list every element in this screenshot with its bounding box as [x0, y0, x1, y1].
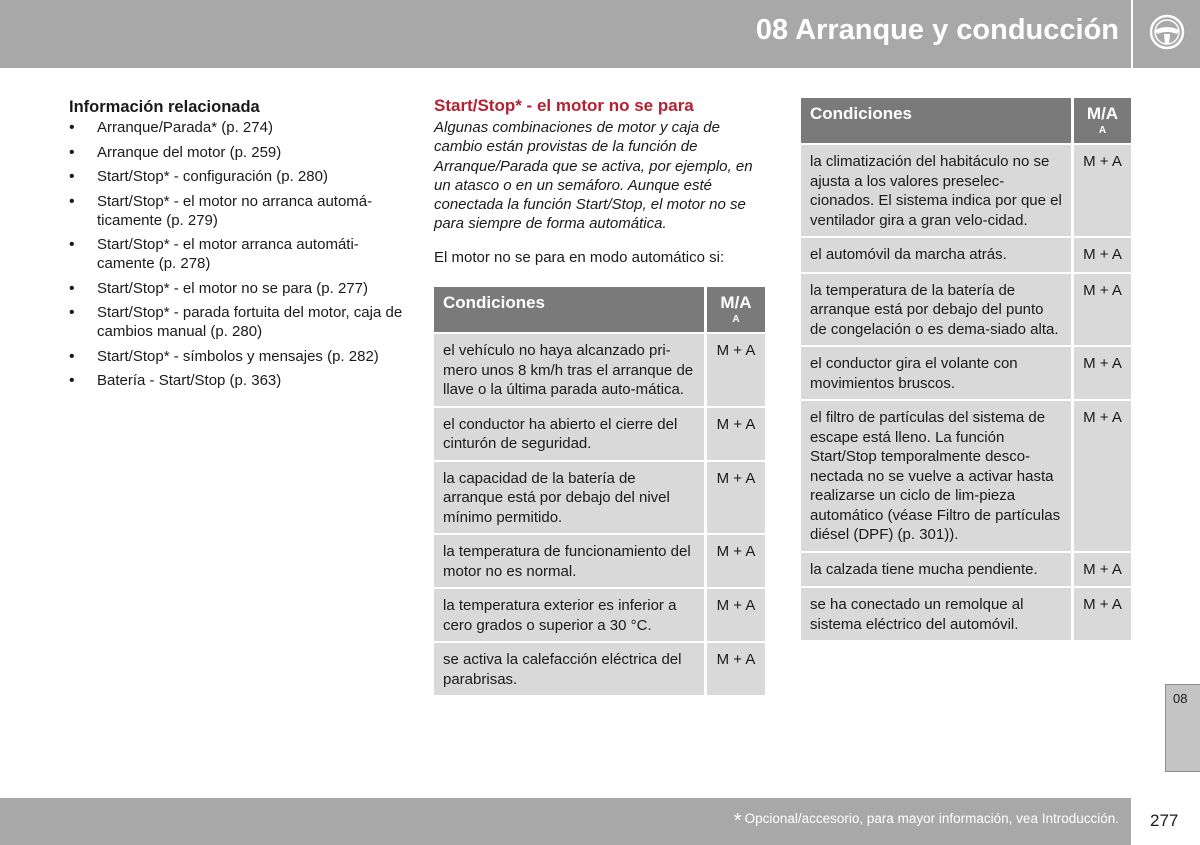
related-link[interactable]: • Arranque del motor (p. 259)	[69, 143, 409, 162]
table-header-row	[801, 98, 1131, 143]
condition-cell: la temperatura de la batería de arranque está por debajo del punto de congelación o es dema-siado alta.	[801, 274, 1071, 346]
condition-cell: se ha conectado un remolque al sistema eléctrico del automóvil.	[801, 588, 1071, 640]
ma-value-cell: M + A	[1071, 401, 1131, 551]
table-row	[434, 535, 765, 587]
ma-header	[704, 287, 765, 332]
ma-value-cell: M + A	[704, 643, 765, 695]
related-info-section	[69, 97, 409, 396]
related-link[interactable]: • Start/Stop* - el motor no se para (p. 277)	[69, 279, 409, 298]
ma-header-sub: A	[1098, 125, 1107, 136]
footer-star: *	[733, 810, 742, 832]
page-number: 277	[1150, 811, 1179, 830]
ma-value-cell: M + A	[704, 462, 765, 534]
condition-cell: se activa la calefacción eléctrica del parabrisas.	[434, 643, 704, 695]
table-row	[434, 408, 765, 460]
table-row	[801, 401, 1131, 551]
ma-value-cell: M + A	[704, 408, 765, 460]
related-link[interactable]: • Start/Stop* - configuración (p. 280)	[69, 167, 409, 186]
ma-value-cell: M + A	[704, 535, 765, 587]
chapter-side-tab[interactable]	[1165, 684, 1200, 772]
section-paragraph: El motor no se para en modo automático si:	[434, 248, 725, 266]
section-title: Start/Stop* - el motor no se para	[434, 96, 694, 115]
ma-header	[1071, 98, 1131, 143]
conditions-header: Condiciones	[434, 287, 704, 332]
ma-header-label: M/A	[1086, 104, 1119, 123]
footer-note	[734, 810, 1119, 833]
condition-cell: el filtro de partículas del sistema de escape está lleno. La función Start/Stop temporalmente desco-nectada no se vuelve a activar hasta realizarse un ciclo de lim-pieza automático (véase Filtro de partículas diésel (DPF) (p. 301)).	[801, 401, 1071, 551]
table-row	[434, 589, 765, 641]
section-intro	[434, 96, 766, 267]
table-row	[801, 347, 1131, 399]
condition-cell: el conductor gira el volante con movimientos bruscos.	[801, 347, 1071, 399]
chapter-icon-box	[1133, 0, 1200, 68]
related-link[interactable]: • Start/Stop* - el motor no arranca automá-ticamente (p. 279)	[69, 192, 409, 230]
ma-header-label: M/A	[720, 293, 752, 312]
ma-value-cell: M + A	[1071, 588, 1131, 640]
steering-wheel-icon	[1149, 14, 1185, 50]
ma-value-cell: M + A	[1071, 145, 1131, 236]
ma-value-cell: M + A	[1071, 553, 1131, 587]
condition-cell: la capacidad de la batería de arranque está por debajo del nivel mínimo permitido.	[434, 462, 704, 534]
conditions-table-1	[434, 285, 765, 697]
related-link[interactable]: • Batería - Start/Stop (p. 363)	[69, 371, 409, 390]
ma-value-cell: M + A	[704, 334, 765, 406]
condition-cell: el conductor ha abierto el cierre del cinturón de seguridad.	[434, 408, 704, 460]
related-info-title: Información relacionada	[69, 98, 260, 116]
table-row	[434, 462, 765, 534]
table-row	[801, 145, 1131, 236]
related-link[interactable]: • Start/Stop* - símbolos y mensajes (p. 282)	[69, 347, 409, 366]
section-intro-text: Algunas combinaciones de motor y caja de cambio están provistas de la función de Arranque/Parada que se activa, por ejemplo, en un atasco o en un semáforo. Aunque esté conectada la función Start/Stop, el motor no se para siempre de forma automática.	[434, 119, 753, 233]
ma-value-cell: M + A	[1071, 347, 1131, 399]
ma-value-cell: M + A	[1071, 274, 1131, 346]
related-info-list	[69, 118, 409, 390]
conditions-header: Condiciones	[801, 98, 1071, 143]
table-row	[801, 274, 1131, 346]
condition-cell: la calzada tiene mucha pendiente.	[801, 553, 1071, 587]
related-link[interactable]: • Arranque/Parada* (p. 274)	[69, 118, 409, 137]
condition-cell: el vehículo no haya alcanzado pri-mero unos 8 km/h tras el arranque de llave o la última parada auto-mática.	[434, 334, 704, 406]
condition-cell: la climatización del habitáculo no se ajusta a los valores preselec-cionados. El sistema indica por que el ventilador gira a gran velo-cidad.	[801, 145, 1071, 236]
condition-cell: el automóvil da marcha atrás.	[801, 238, 1071, 272]
related-link[interactable]: • Start/Stop* - el motor arranca automáti-camente (p. 278)	[69, 235, 409, 273]
condition-cell: la temperatura exterior es inferior a cero grados o superior a 30 °C.	[434, 589, 704, 641]
table-row	[801, 238, 1131, 272]
related-link[interactable]: • Start/Stop* - parada fortuita del motor, caja de cambios manual (p. 280)	[69, 303, 409, 341]
condition-cell: la temperatura de funcionamiento del motor no es normal.	[434, 535, 704, 587]
ma-value-cell: M + A	[704, 589, 765, 641]
chapter-header	[0, 0, 1131, 68]
table-row	[434, 643, 765, 695]
chapter-title: 08 Arranque y conducción	[755, 14, 1119, 46]
page-footer	[0, 798, 1131, 845]
ma-value-cell: M + A	[1071, 238, 1131, 272]
chapter-side-tab-label: 08	[1173, 691, 1188, 706]
ma-header-sub: A	[732, 314, 740, 325]
table-row	[801, 553, 1131, 587]
table-header-row	[434, 287, 765, 332]
table-row	[801, 588, 1131, 640]
conditions-table-2	[801, 96, 1131, 642]
footer-note-text: Opcional/accesorio, para mayor información, vea Introducción.	[744, 811, 1119, 826]
table-row	[434, 334, 765, 406]
